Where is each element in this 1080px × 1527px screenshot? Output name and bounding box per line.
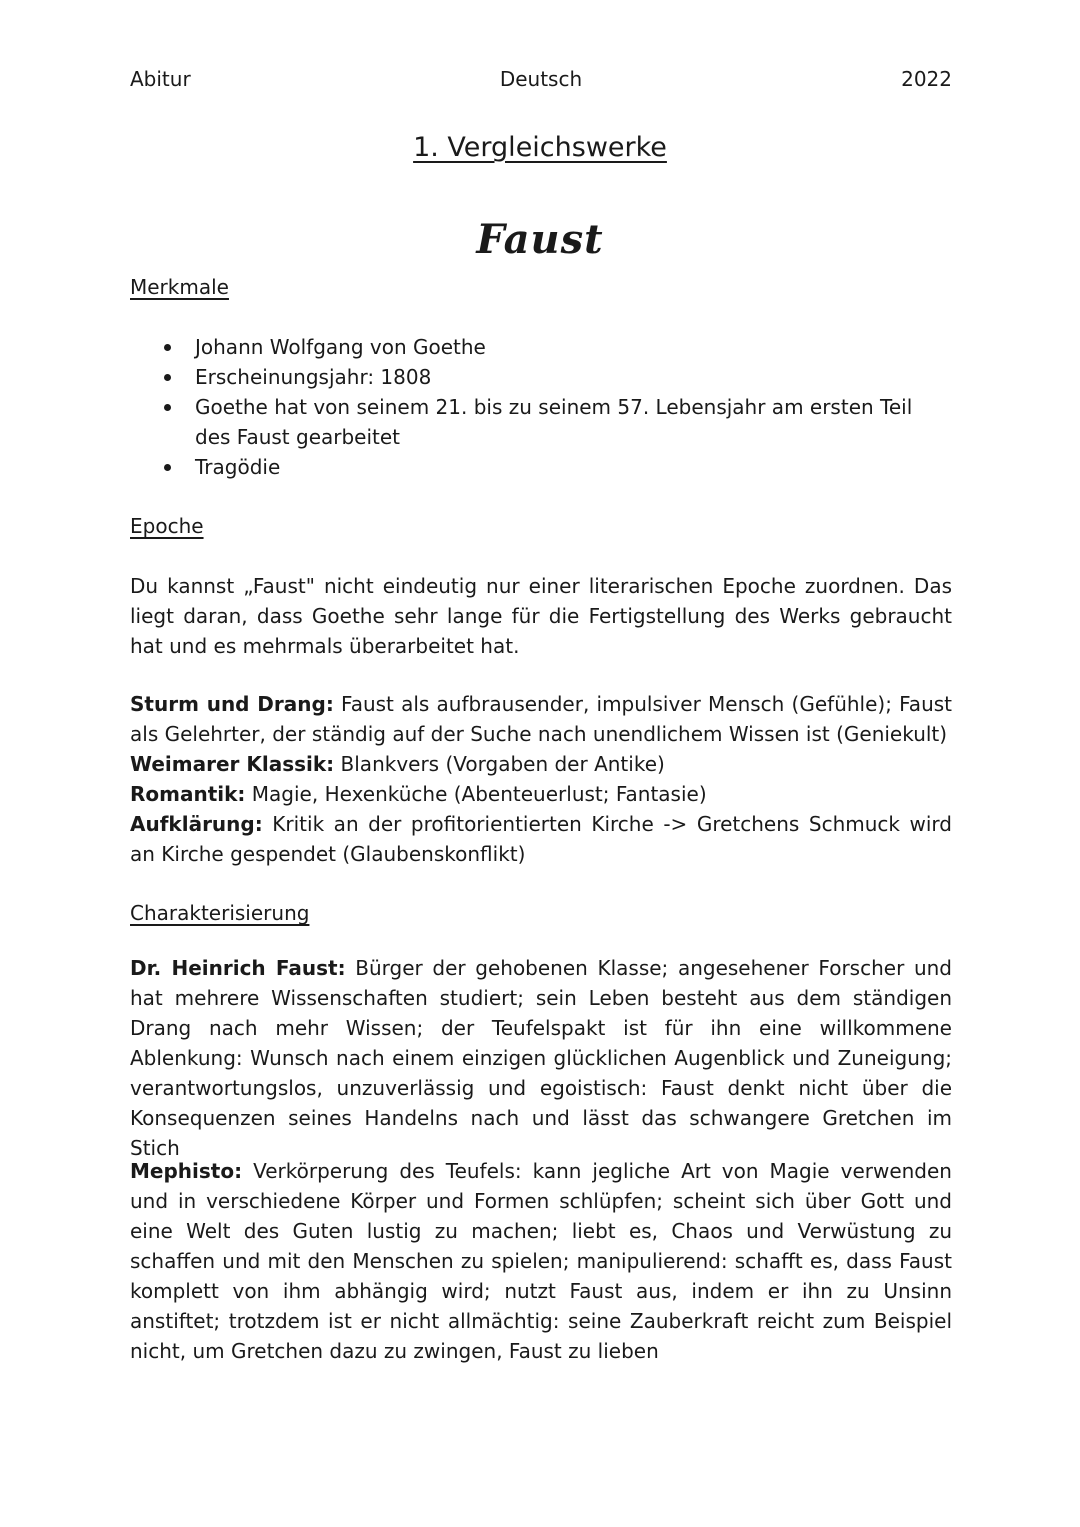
epoche-text: Faust als aufbrausender, impulsiver Mensch (Gefühle); Faust als Gelehrter, der ständig auf der Suche nach unendlichem Wissen ist (Geniekult): [130, 692, 953, 746]
epoche-entry: [130, 689, 952, 749]
epoche-text: Blankvers (Vorgaben der Antike): [334, 752, 665, 776]
merkmale-heading: Merkmale: [130, 275, 229, 299]
epoche-term: Romantik:: [130, 782, 246, 806]
faust-characterization: [130, 953, 952, 1163]
epoche-term: Sturm und Drang:: [130, 692, 334, 716]
epoche-entry: [130, 749, 952, 779]
header-center: Deutsch: [499, 67, 583, 91]
list-item: Erscheinungsjahr: 1808: [130, 362, 952, 392]
work-title: Faust: [476, 216, 604, 263]
epoche-text: Magie, Hexenküche (Abenteuerlust; Fantasie): [245, 782, 707, 806]
list-item: Goethe hat von seinem 21. bis zu seinem 57. Lebensjahr am ersten Teil des Faust gearbeitet: [130, 392, 952, 452]
page-header: [130, 64, 952, 94]
epoche-entries: [130, 689, 952, 869]
list-item: Tragödie: [130, 452, 952, 482]
section-title: 1. Vergleichswerke: [413, 132, 667, 163]
mephisto-term: Mephisto:: [130, 1159, 243, 1183]
epoche-entry: [130, 809, 952, 869]
epoche-term: Aufklärung:: [130, 812, 263, 836]
header-left: Abitur: [130, 67, 191, 91]
epoche-intro: Du kannst „Faust" nicht eindeutig nur einer literarischen Epoche zuordnen. Das liegt daran, dass Goethe sehr lange für die Fertigstellung des Werks gebraucht hat und es mehrmals überarbeitet hat.: [130, 574, 952, 658]
epoche-term: Weimarer Klassik:: [130, 752, 335, 776]
merkmale-list: [130, 332, 952, 482]
epoche-entry: [130, 779, 952, 809]
epoche-heading: Epoche: [130, 514, 204, 538]
mephisto-text: Verkörperung des Teufels: kann jegliche Art von Magie verwenden und in verschiedene Körper und Formen schlüpfen; scheint sich über Gott und eine Welt des Guten lustig zu machen; liebt es, Chaos und Verwüstung zu schaffen und mit den Menschen zu spielen; manipulierend: schafft es, dass Faust komplett von ihm abhängig wird; nutzt Faust aus, indem er ihn zu Unsinn anstiftet; trotzdem ist er nicht allmächtig: seine Zauberkraft reicht zum Beispiel nicht, um Gretchen dazu zu zwingen, Faust zu lieben: [130, 1159, 952, 1363]
faust-term: Dr. Heinrich Faust:: [130, 956, 346, 980]
header-right: 2022: [901, 67, 952, 91]
faust-text: Bürger der gehobenen Klasse; angesehener Forscher und hat mehrere Wissenschaften studiert; sein Leben besteht aus dem ständigen Drang nach mehr Wissen; der Teufelspakt ist für ihn eine willkommene Ablenkung: Wunsch nach einem einzigen glücklichen Augenblick und Zuneigung; verantwortungslos, unzuverlässig und egoistisch: Faust denkt nicht über die Konsequenzen seines Handelns nach und lässt das schwangere Gretchen im Stich: [130, 956, 952, 1160]
mephisto-characterization: [130, 1156, 952, 1366]
epoche-text: Kritik an der profitorientierten Kirche -> Gretchens Schmuck wird an Kirche gespendet (Glaubenskonflikt): [130, 812, 952, 866]
list-item: Johann Wolfgang von Goethe: [130, 332, 952, 362]
charakterisierung-heading: Charakterisierung: [130, 901, 310, 925]
